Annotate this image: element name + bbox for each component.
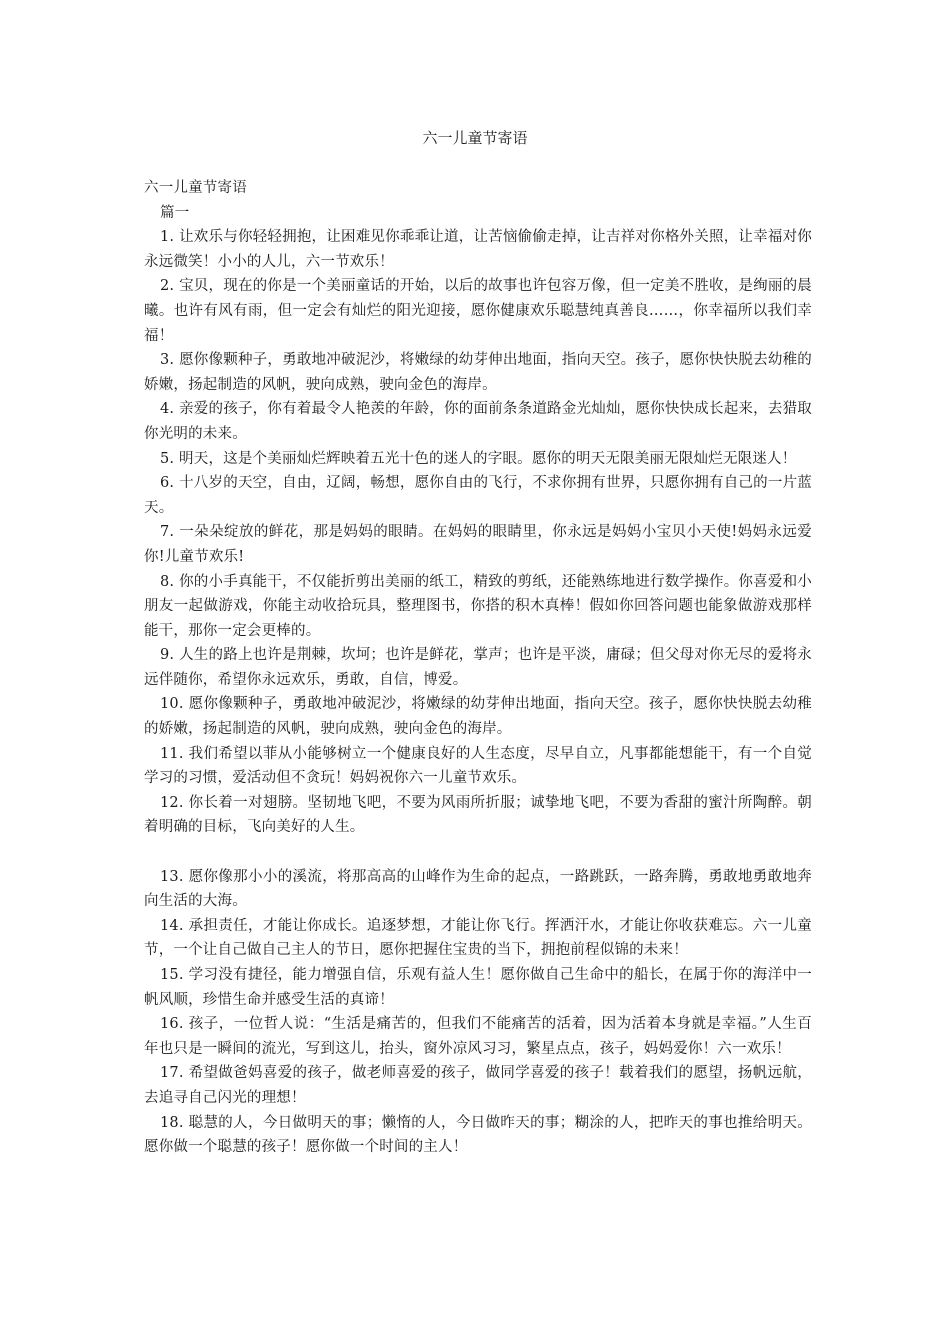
document-title: 六一儿童节寄语: [422, 129, 528, 147]
paragraph: 2. 宝贝，现在的你是一个美丽童话的开始，以后的故事也许包容万像，但一定美不胜收，是绚丽的晨曦。也许有风有雨，但一定会有灿烂的阳光迎接，愿你健康欢乐聪慧纯真善良……，你幸福所以我们幸福！: [144, 278, 812, 344]
document-body: [144, 176, 812, 1160]
paragraph: 7. 一朵朵绽放的鲜花，那是妈妈的眼睛。在妈妈的眼睛里，你永远是妈妈小宝贝小天使!妈妈永远爱你!儿童节欢乐!: [144, 524, 812, 565]
paragraph: 16. 孩子，一位哲人说：“生活是痛苦的，但我们不能痛苦的活着，因为活着本身就是幸福。”人生百年也只是一瞬间的流光，写到这儿，抬头，窗外凉风习习，繁星点点，孩子，妈妈爱你！六一欢乐！: [144, 1016, 812, 1057]
paragraph: 13. 愿你像那小小的溪流，将那高高的山峰作为生命的起点，一路跳跃，一路奔腾，勇敢地勇敢地奔向生活的大海。: [144, 868, 812, 910]
paragraph: 8. 你的小手真能干，不仅能折剪出美丽的纸工，精致的剪纸，还能熟练地进行数学操作。你喜爱和小朋友一起做游戏，你能主动收拾玩具，整理图书，你搭的积木真棒！假如你回答问题也能象做游戏那样能干，那你一定会更棒的。: [144, 573, 812, 639]
paragraph: 3. 愿你像颗种子，勇敢地冲破泥沙，将嫩绿的幼芽伸出地面，指向天空。孩子，愿你快快脱去幼稚的娇嫩，扬起制造的风帆，驶向成熟，驶向金色的海岸。: [144, 352, 812, 393]
paragraph: 6. 十八岁的天空，自由，辽阔，畅想，愿你自由的飞行，不求你拥有世界，只愿你拥有自己的一片蓝天。: [144, 475, 812, 516]
paragraph: 15. 学习没有捷径，能力增强自信，乐观有益人生！愿你做自己生命中的船长，在属于你的海洋中一帆风顺，珍惜生命并感受生活的真谛！: [144, 967, 812, 1008]
paragraph: 17. 希望做爸妈喜爱的孩子，做老师喜爱的孩子，做同学喜爱的孩子！载着我们的愿望，扬帆远航，去追寻自己闪光的理想！: [144, 1065, 812, 1106]
part-label: 篇一: [160, 204, 190, 221]
section-heading: 六一儿童节寄语: [144, 180, 247, 196]
paragraph: 9. 人生的路上也许是荆棘，坎坷；也许是鲜花，掌声；也许是平淡，庸碌；但父母对你无尽的爱将永远伴随你，希望你永远欢乐，勇敢，自信，博爱。: [144, 647, 812, 688]
paragraph: 10. 愿你像颗种子，勇敢地冲破泥沙，将嫩绿的幼芽伸出地面，指向天空。孩子，愿你快快脱去幼稚的娇嫩，扬起制造的风帆，驶向成熟，驶向金色的海岸。: [144, 696, 812, 738]
paragraph: 5. 明天，这是个美丽灿烂辉映着五光十色的迷人的字眼。愿你的明天无限美丽无限灿烂无限迷人！: [160, 450, 797, 467]
paragraph: 14. 承担责任，才能让你成长。追逐梦想，才能让你飞行。挥洒汗水，才能让你收获难忘。六一儿童节，一个让自己做自己主人的节日，愿你把握住宝贵的当下，拥抱前程似锦的未来！: [144, 917, 812, 959]
paragraph-spacer: [144, 840, 812, 865]
paragraph: 4. 亲爱的孩子，你有着最令人艳羡的年龄，你的面前条条道路金光灿灿，愿你快快成长起来，去猎取你光明的未来。: [144, 401, 812, 442]
paragraph: 1. 让欢乐与你轻轻拥抱，让困难见你乖乖让道，让苦恼偷偷走掉，让吉祥对你格外关照，让幸福对你永远微笑！小小的人儿，六一节欢乐！: [144, 229, 812, 270]
paragraph: 11. 我们希望以菲从小能够树立一个健康良好的人生态度，尽早自立，凡事都能想能干，有一个自觉学习的习惯，爱活动但不贪玩！妈妈祝你六一儿童节欢乐。: [144, 745, 812, 787]
paragraph: 12. 你长着一对翅膀。坚韧地飞吧，不要为风雨所折服；诚挚地飞吧，不要为香甜的蜜汁所陶醉。朝着明确的目标，飞向美好的人生。: [144, 794, 812, 836]
paragraph: 18. 聪慧的人，今日做明天的事；懒惰的人，今日做昨天的事；糊涂的人，把昨天的事也推给明天。愿你做一个聪慧的孩子！愿你做一个时间的主人！: [144, 1114, 812, 1156]
